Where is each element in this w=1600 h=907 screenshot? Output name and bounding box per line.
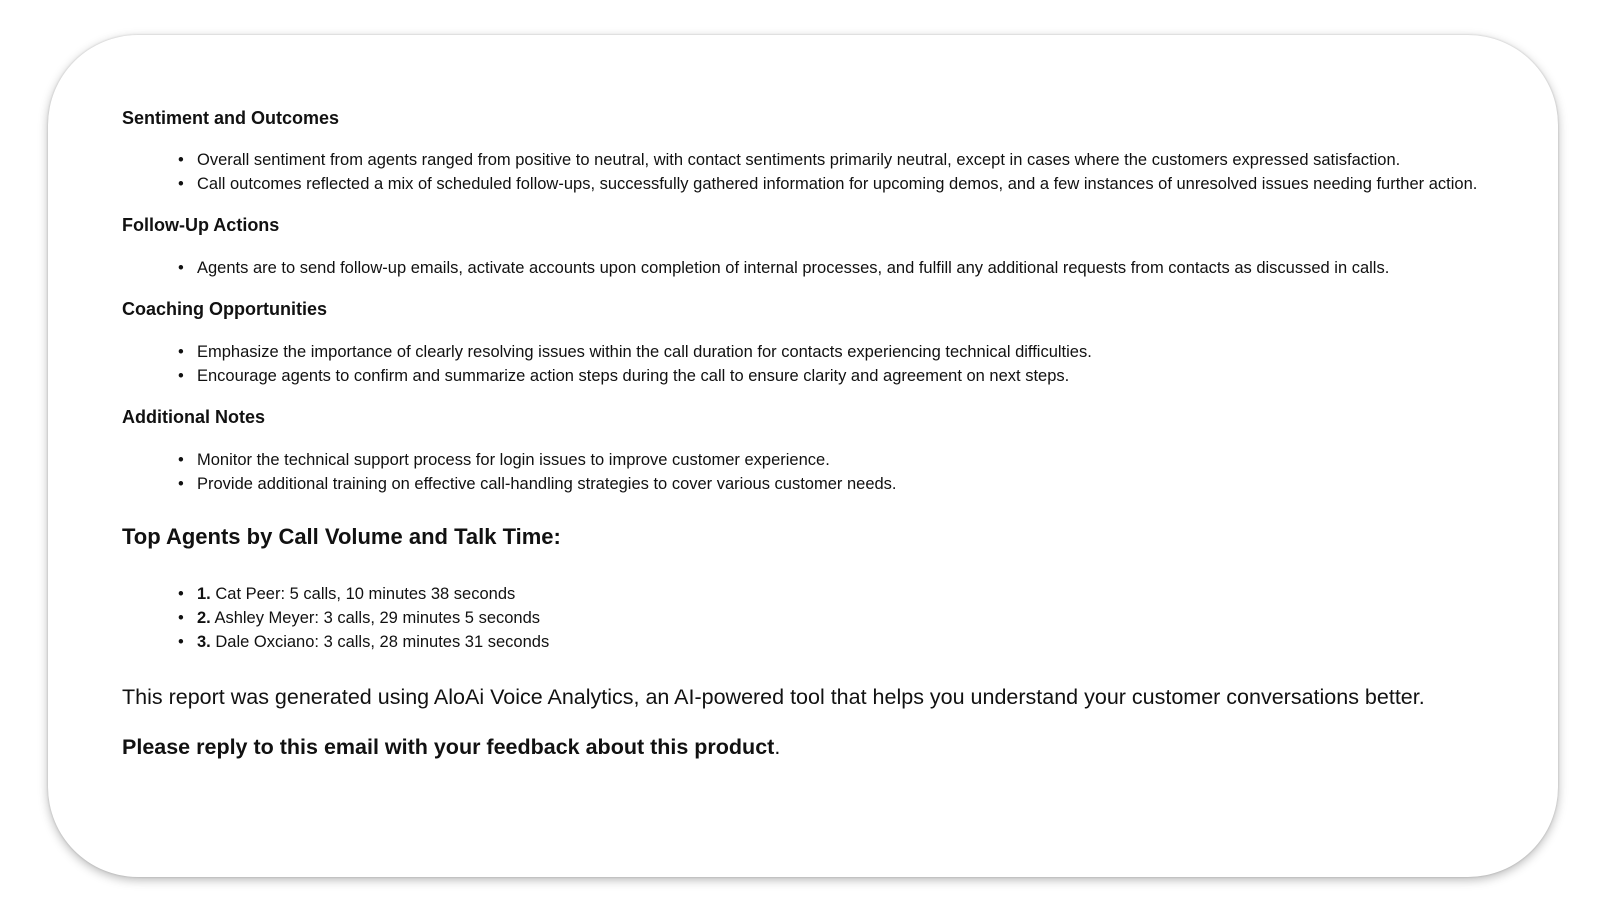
section-heading-follow-up: Follow-Up Actions <box>122 215 280 235</box>
feedback-request <box>122 734 1542 760</box>
agent-stats: Dale Oxciano: 3 calls, 28 minutes 31 seconds <box>215 633 550 651</box>
agent-stats: Ashley Meyer: 3 calls, 29 minutes 5 seconds <box>214 609 541 627</box>
coaching-list <box>122 340 1542 388</box>
agent-stats: Cat Peer: 5 calls, 10 minutes 38 seconds <box>215 585 516 603</box>
follow-up-list <box>122 256 1542 280</box>
top-agents-heading: Top Agents by Call Volume and Talk Time: <box>122 524 561 549</box>
top-agents-list <box>122 582 1542 654</box>
report-generated-note: This report was generated using AloAi Voice Analytics, an AI-powered tool that helps you understand your customer conversations better. <box>122 685 1425 709</box>
list-item: • Provide additional training on effective call-handling strategies to cover various customer needs. <box>122 472 1542 496</box>
list-item: • Encourage agents to confirm and summarize action steps during the call to ensure clarity and agreement on next steps. <box>122 364 1542 388</box>
list-item: • Overall sentiment from agents ranged from positive to neutral, with contact sentiments primarily neutral, except in cases where the customers expressed satisfaction. <box>122 148 1542 172</box>
report-content <box>122 107 1542 760</box>
feedback-request-period: . <box>774 735 781 759</box>
list-item: • Emphasize the importance of clearly resolving issues within the call duration for contacts experiencing technical difficulties. <box>122 340 1542 364</box>
email-report-card <box>48 35 1558 877</box>
section-heading-coaching: Coaching Opportunities <box>122 299 327 319</box>
list-item: • Call outcomes reflected a mix of scheduled follow-ups, successfully gathered information for upcoming demos, and a few instances of unresolved issues needing further action. <box>122 172 1542 196</box>
agent-rank: 3. <box>197 633 211 651</box>
sentiment-list <box>122 148 1542 196</box>
list-item: • Agents are to send follow-up emails, activate accounts upon completion of internal processes, and fulfill any additional requests from contacts as discussed in calls. <box>122 256 1542 280</box>
section-heading-sentiment: Sentiment and Outcomes <box>122 108 340 128</box>
section-heading-additional-notes: Additional Notes <box>122 407 265 427</box>
agent-rank: 1. <box>197 585 211 603</box>
agent-row <box>122 606 1542 630</box>
feedback-request-bold: Please reply to this email with your feedback about this product <box>122 735 775 759</box>
list-item: • Monitor the technical support process for login issues to improve customer experience. <box>122 448 1542 472</box>
agent-row <box>122 630 1542 654</box>
agent-row <box>122 582 1542 606</box>
agent-rank: 2. <box>197 609 211 627</box>
additional-notes-list <box>122 448 1542 496</box>
